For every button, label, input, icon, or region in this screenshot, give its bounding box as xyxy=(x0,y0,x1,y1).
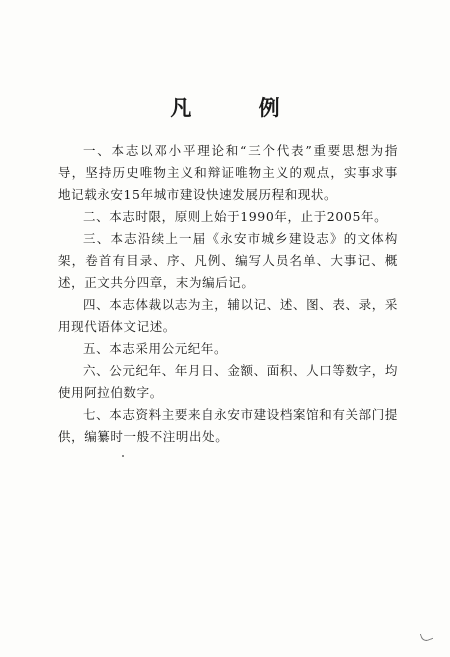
guidelines-body xyxy=(58,140,398,448)
guideline-paragraph: 二、本志时限，原则上始于1990年，止于2005年。 xyxy=(83,209,388,224)
guideline-paragraph: 三、本志沿续上一届《永安市城乡建设志》的文体构架，卷首有目录、序、凡例、编写人员名单、大事记、概述，正文共分四章，末为编后记。 xyxy=(58,231,398,290)
guideline-paragraph: 六、公元纪年、年月日、金额、面积、人口等数字，均使用阿拉伯数字。 xyxy=(58,363,398,400)
scan-mark xyxy=(420,630,433,642)
page-title: 凡 例 xyxy=(170,95,310,120)
guideline-paragraph: 五、本志采用公元纪年。 xyxy=(83,341,228,356)
guideline-paragraph: 四、本志体裁以志为主，辅以记、述、图、表、录，采用现代语体文记述。 xyxy=(58,297,398,334)
guideline-paragraph: 一、本志以邓小平理论和“三个代表”重要思想为指导，坚持历史唯物主义和辩证唯物主义的观点，实事求事地记载永安15年城市建设快速发展历程和现状。 xyxy=(58,143,398,202)
scan-speck xyxy=(122,455,124,457)
guideline-paragraph: 七、本志资料主要来自永安市建设档案馆和有关部门提供，编纂时一般不注明出处。 xyxy=(58,407,398,444)
